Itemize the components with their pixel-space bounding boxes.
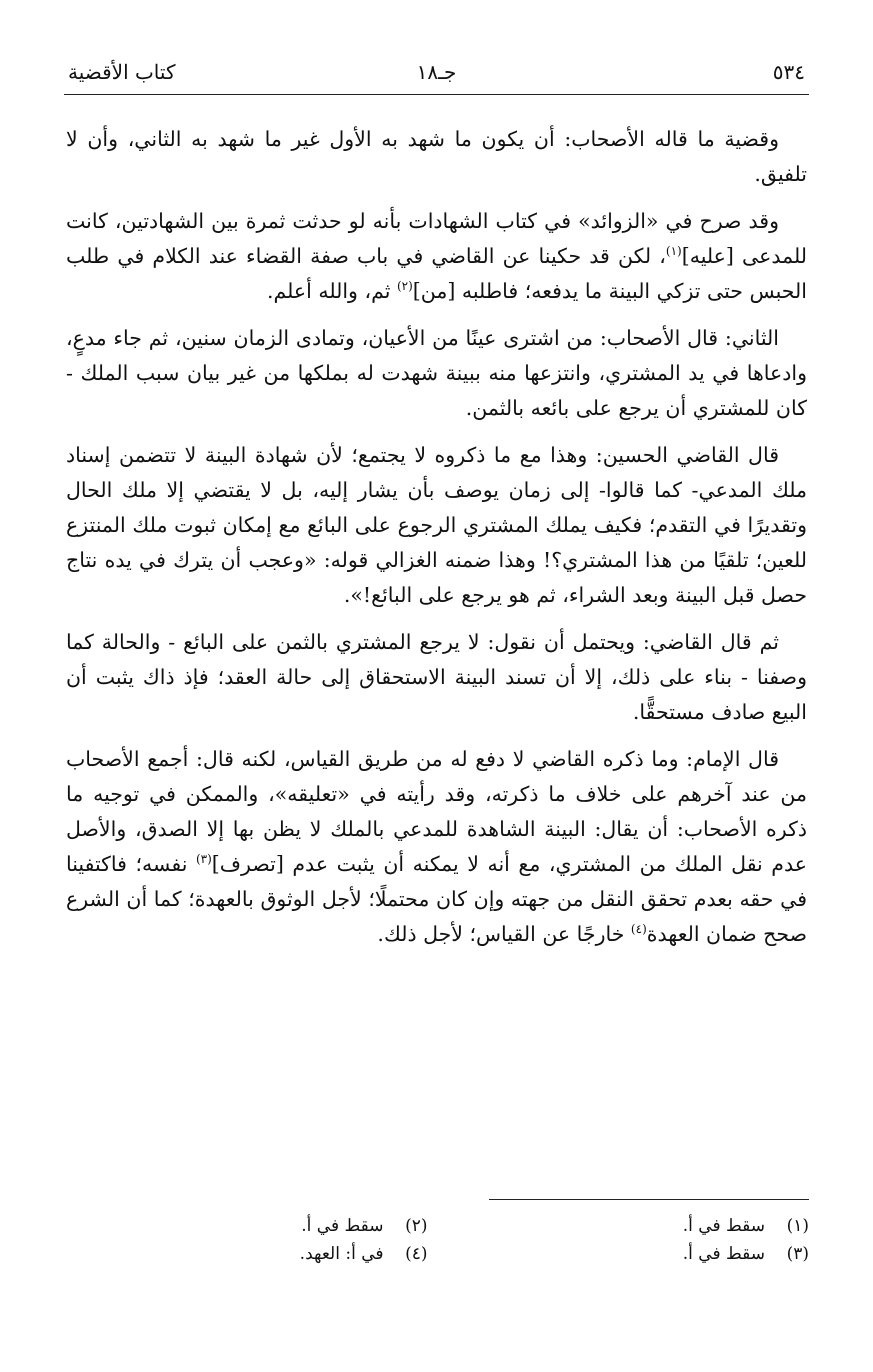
footnote-number: (٣) <box>786 1244 809 1264</box>
paragraph: قال القاضي الحسين: وهذا مع ما ذكروه لا يجتمع؛ لأن شهادة البينة لا تتضمن إسناد ملك المدعي- كما قالوا- إلى زمان يوصف بأن يشار إليه، بل لا يقتضي إلا ملك الحال وتقديرًا في التقدم؛ فكيف يملك المشتري الرجوع على البائع مع إمكان ثبوت ملك المنتزع للعين؛ تلقيًا من هذا المشتري؟! وهذا ضمنه الغزالي قوله: «وعجب أن يترك في يده نتاج حصل قبل البينة وبعد الشراء، ثم هو يرجع على البائع!». <box>66 443 807 607</box>
footnote-text: سقط في أ. <box>682 1244 765 1264</box>
footnote-number: (٤) <box>405 1244 428 1264</box>
paragraph: وقضية ما قاله الأصحاب: أن يكون ما شهد به الأول غير ما شهد به الثاني، وأن لا تلفيق. <box>66 127 807 186</box>
footnote-text: في أ: العهد. <box>299 1244 384 1264</box>
footnote-marker: (٣) <box>195 852 212 867</box>
footnote-item <box>448 1212 810 1240</box>
header-divider <box>64 94 809 95</box>
paragraph: الثاني: قال الأصحاب: من اشترى عينًا من الأعيان، وتمادى الزمان سنين، ثم جاء مدعٍ، وادعاها في يد المشتري، وانتزعها منه ببينة شهدت له بملكها من غير بيان سبب الملك - كان للمشتري أن يرجع على بائعه بالثمن. <box>66 326 807 420</box>
footnote-marker: (١) <box>665 244 682 259</box>
footnote-number: (٢) <box>405 1216 428 1236</box>
page-number: ٥٣٤ <box>772 60 805 84</box>
paragraph: وقد صرح في «الزوائد» في كتاب الشهادات بأنه لو حدثت ثمرة بين الشهادتين، كانت للمدعى [عليه]$^{(١)}$، لكن قد حكينا عن القاضي في باب صفة القضاء عند الكلام في طلب الحبس حتى تزكي البينة ما يدفعه؛ فاطلبه [من]$^{(٢)}$ ثم، والله أعلم. <box>66 209 808 303</box>
paragraph: قال الإمام: وما ذكره القاضي لا دفع له من طريق القياس، لكنه قال: أجمع الأصحاب من عند آخرهم على خلاف ما ذكرته، وقد رأيته في «تعليقه»، والممكن في توجيه ما ذكره الأصحاب: أن يقال: البينة الشاهدة للمدعي بالملك لا يظن بها إلا الصدق، والأصل عدم نقل الملك من المشتري، مع أنه لا يمكنه أن يثبت عدم [تصرف]$^{(٣)}$ نفسه؛ فاكتفينا في حقه بعدم تحقق النقل من جهته وإن كان محتملًا؛ لأجل الوثوق بالعهدة؛ كما أن الشرع صحح ضمان العهدة$^{(٤)}$ خارجًا عن القياس؛ لأجل ذلك. <box>66 747 807 946</box>
book-title: كتاب الأقضية <box>68 60 176 84</box>
footnote-divider <box>489 1199 809 1200</box>
footnote-number: (١) <box>786 1216 809 1236</box>
footnote-item <box>66 1240 428 1268</box>
footnote-marker: (٢) <box>396 279 413 294</box>
footnote-text: سقط في أ. <box>682 1216 765 1236</box>
footnote-item <box>66 1212 428 1240</box>
volume-label: جـ١٨ <box>416 60 457 84</box>
footnote-item <box>448 1240 810 1268</box>
main-text <box>66 122 807 964</box>
footnote-marker: (٤) <box>630 922 647 937</box>
running-header <box>68 54 805 86</box>
footnote-text: سقط في أ. <box>301 1216 384 1236</box>
paragraph: ثم قال القاضي: ويحتمل أن نقول: لا يرجع المشتري بالثمن على البائع - والحالة كما وصفنا - بناء على ذلك، إلا أن تسند البينة الاستحقاق إلى حالة العقد؛ فإذ ذاك يثبت أن البيع صادف مستحقًّا. <box>66 630 807 724</box>
footnotes <box>66 1212 809 1268</box>
